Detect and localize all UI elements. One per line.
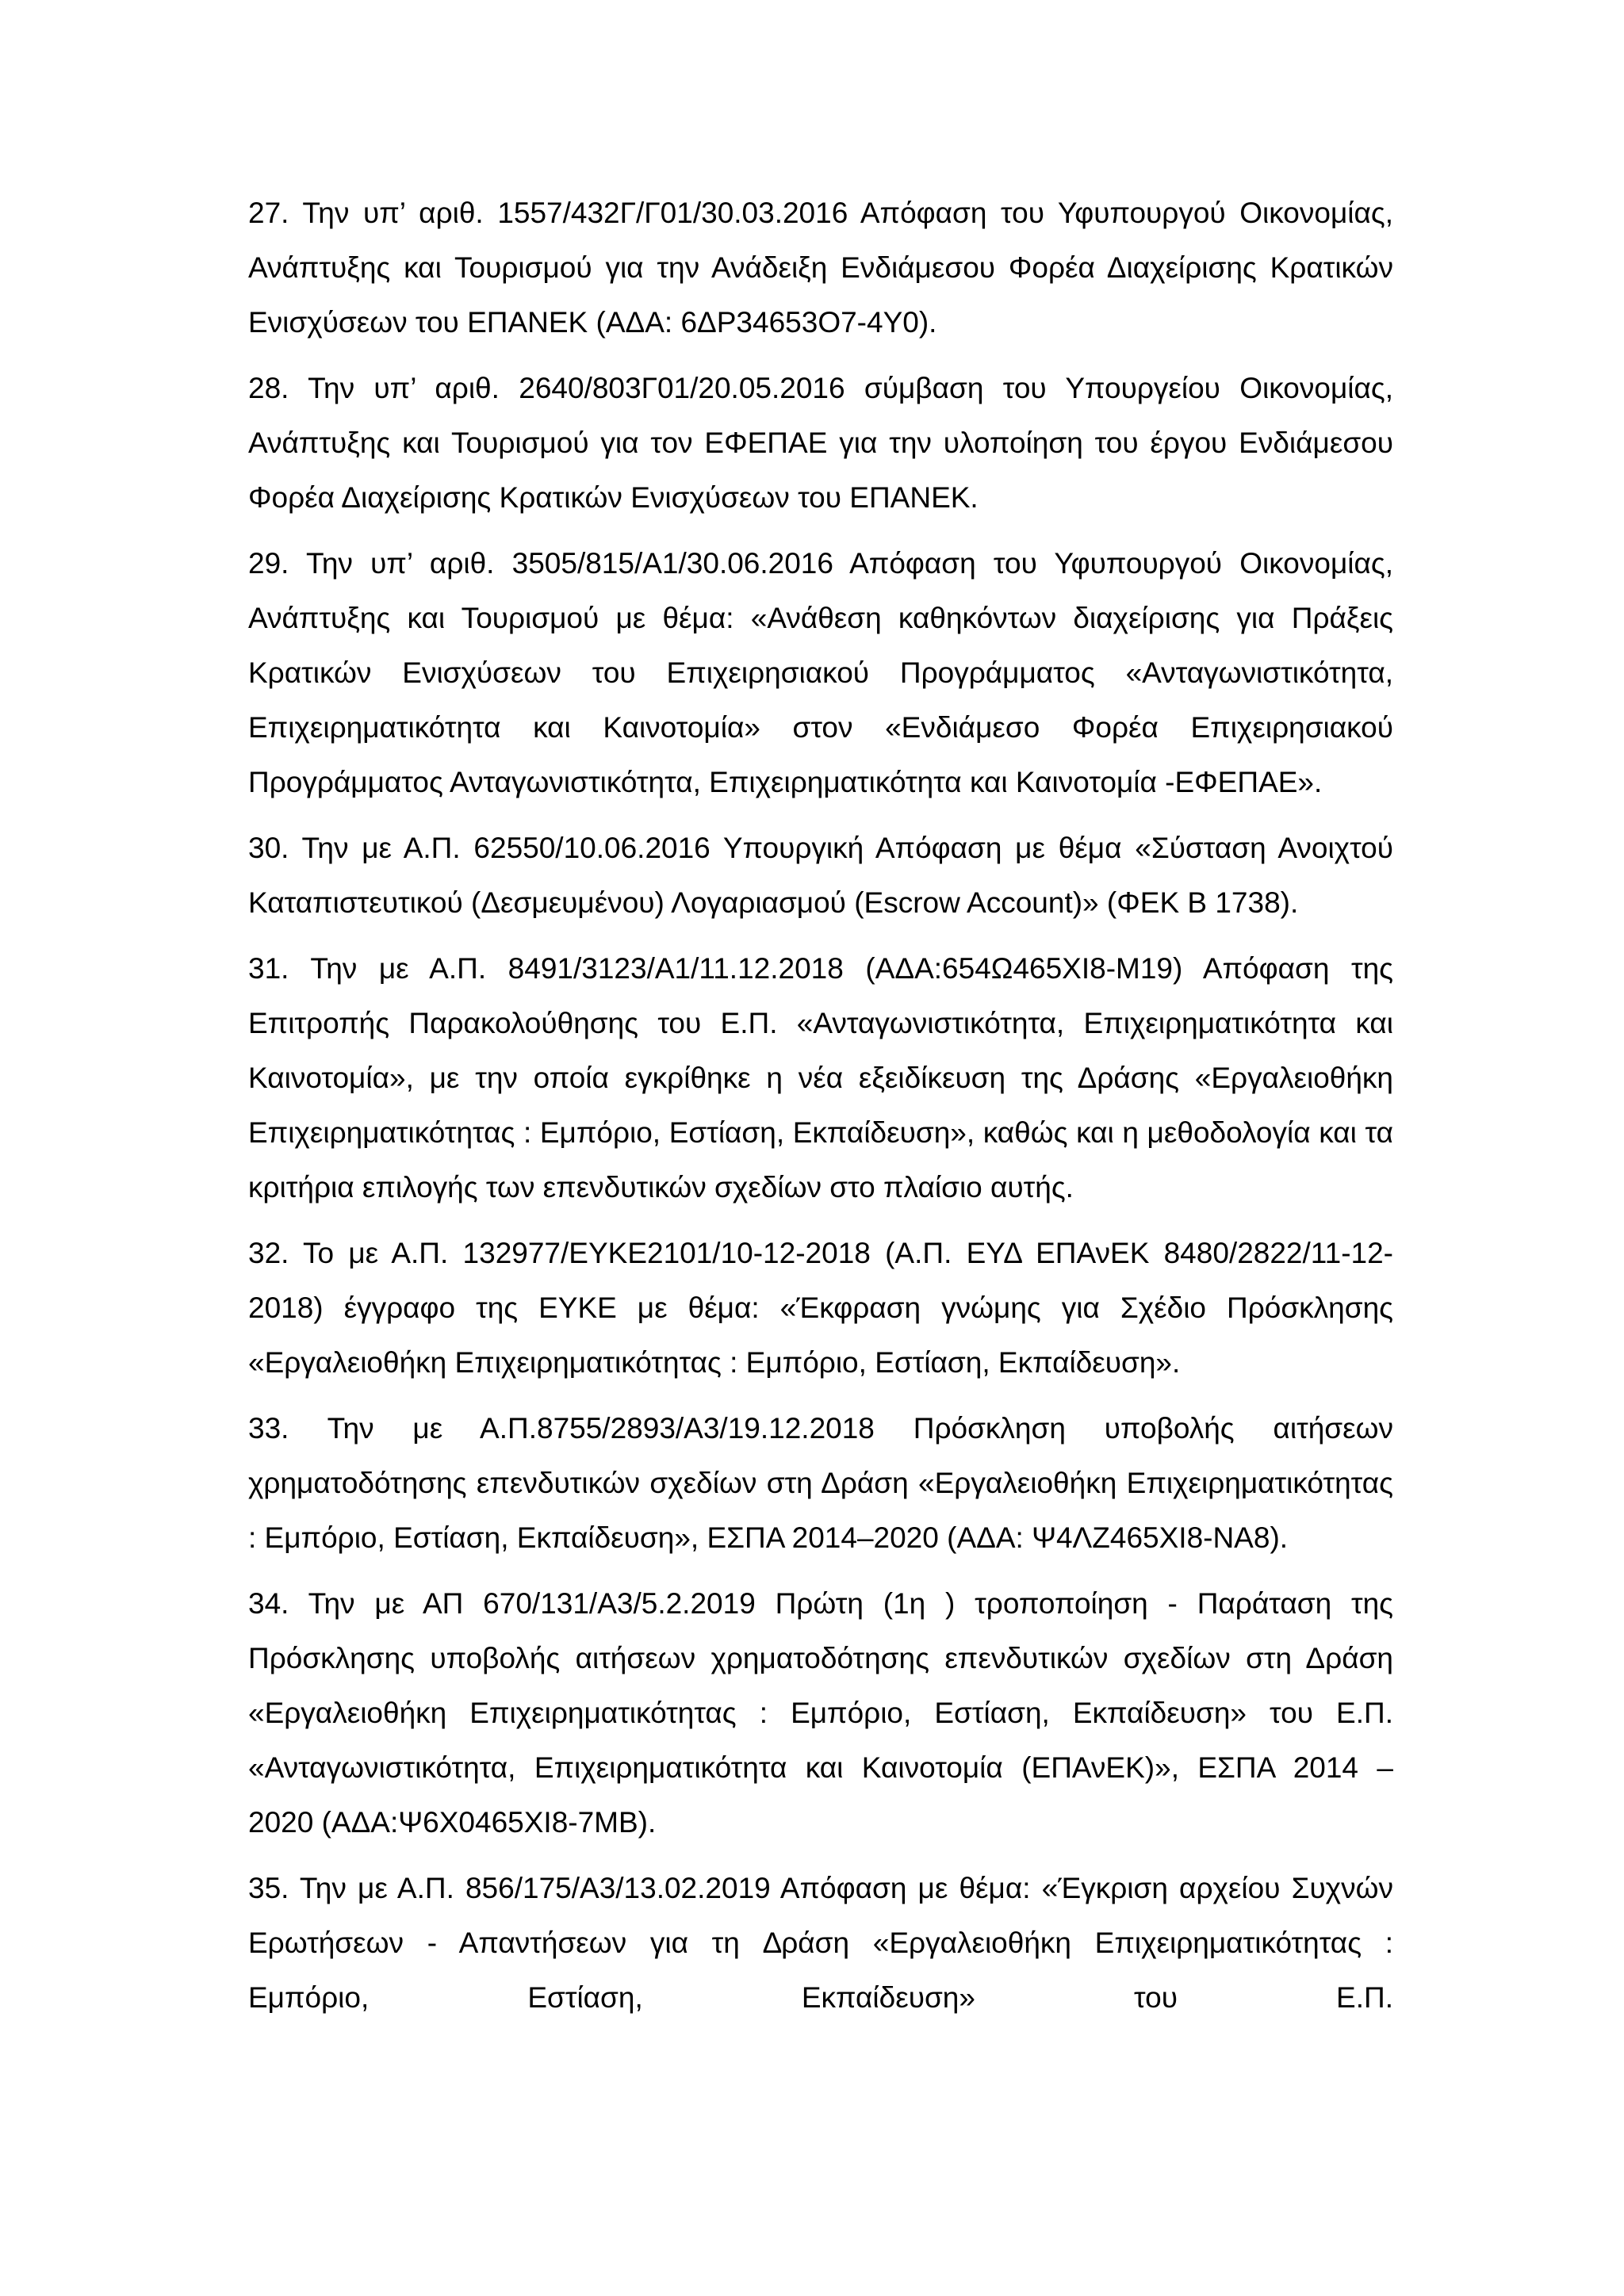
paragraph-28: 28. Την υπ’ αριθ. 2640/803Γ01/20.05.2016 σύμβαση του Υπουργείου Οικονομίας, Ανάπτυξης και Τουρισμού για τον ΕΦΕΠΑΕ για την υλοποίηση του έργου Ενδιάμεσου Φορέα Διαχείρισης Κρατικών Ενισχύσεων του ΕΠΑΝΕΚ. [248, 372, 1393, 514]
paragraph-27: 27. Την υπ’ αριθ. 1557/432Γ/Γ01/30.03.2016 Απόφαση του Υφυπουργού Οικονομίας, Ανάπτυξης και Τουρισμού για την Ανάδειξη Ενδιάμεσου Φορέα Διαχείρισης Κρατικών Ενισχύσεων του ΕΠΑΝΕΚ (ΑΔΑ: 6ΔΡ34653Ο7-4Υ0). [248, 197, 1393, 339]
paragraph-29: 29. Την υπ’ αριθ. 3505/815/Α1/30.06.2016 Απόφαση του Υφυπουργού Οικονομίας, Ανάπτυξης και Τουρισμού με θέμα: «Ανάθεση καθηκόντων διαχείρισης για Πράξεις Κρατικών Ενισχύσεων του Επιχειρησιακού Προγράμματος «Ανταγωνιστικότητα, Επιχειρηματικότητα και Καινοτομία» στον «Ενδιάμεσο Φορέα Επιχειρησιακού Προγράμματος Ανταγωνιστικότητα, Επιχειρηματικότητα και Καινοτομία -ΕΦΕΠΑΕ». [248, 547, 1393, 798]
paragraph-35: 35. Την με Α.Π. 856/175/Α3/13.02.2019 Απόφαση με θέμα: «Έγκριση αρχείου Συχνών Ερωτήσεων - Απαντήσεων για τη ∆ράση «Εργαλειοθήκη Επιχειρηματικότητας : Εμπόριο, Εστίαση, Εκπαίδευση» του Ε.Π. [248, 1872, 1393, 2014]
paragraph-34: 34. Την με ΑΠ 670/131/Α3/5.2.2019 Πρώτη (1η ) τροποποίηση - Παράταση της Πρόσκλησης υποβολής αιτήσεων χρηματοδότησης επενδυτικών σχεδίων στη Δράση «Εργαλειοθήκη Επιχειρηματικότητας : Εμπόριο, Εστίαση, Εκπαίδευση» του Ε.Π. «Ανταγωνιστικότητα, Επιχειρηματικότητα και Καινοτομία (ΕΠΑνΕΚ)», ΕΣΠΑ 2014 – 2020 (ΑΔΑ:Ψ6Χ0465ΧΙ8-7ΜΒ). [248, 1587, 1393, 1839]
document-body [248, 186, 1393, 2036]
paragraph-31: 31. Την με Α.Π. 8491/3123/Α1/11.12.2018 (ΑΔΑ:654Ω465ΧΙ8-Μ19) Απόφαση της Επιτροπής Παρακολούθησης του Ε.Π. «Ανταγωνιστικότητα, Επιχειρηματικότητα και Καινοτομία», με την οποία εγκρίθηκε η νέα εξειδίκευση της Δράσης «Εργαλειοθήκη Επιχειρηματικότητας : Εμπόριο, Εστίαση, Εκπαίδευση», καθώς και η μεθοδολογία και τα κριτήρια επιλογής των επενδυτικών σχεδίων στο πλαίσιο αυτής. [248, 952, 1393, 1203]
paragraph-32: 32. Το με Α.Π. 132977/ΕΥΚΕ2101/10-12-2018 (Α.Π. ΕΥΔ ΕΠΑνΕΚ 8480/2822/11-12-2018) έγγραφο της ΕΥΚΕ με θέμα: «Έκφραση γνώμης για Σχέδιο Πρόσκλησης «Εργαλειοθήκη Επιχειρηματικότητας : Εμπόριο, Εστίαση, Εκπαίδευση». [248, 1237, 1393, 1379]
paragraph-33: 33. Την με Α.Π.8755/2893/Α3/19.12.2018 Πρόσκληση υποβολής αιτήσεων χρηματοδότησης επενδυτικών σχεδίων στη Δράση «Εργαλειοθήκη Επιχειρηματικότητας : Εμπόριο, Εστίαση, Εκπαίδευση», ΕΣΠΑ 2014–2020 (ΑΔΑ: Ψ4ΛΖ465ΧΙ8-ΝΑ8). [248, 1412, 1393, 1554]
paragraph-30: 30. Την με Α.Π. 62550/10.06.2016 Υπουργική Απόφαση με θέμα «Σύσταση Ανοιχτού Καταπιστευτικού (Δεσμευμένου) Λογαριασμού (Escrow Account)» (ΦΕΚ Β 1738). [248, 832, 1393, 919]
